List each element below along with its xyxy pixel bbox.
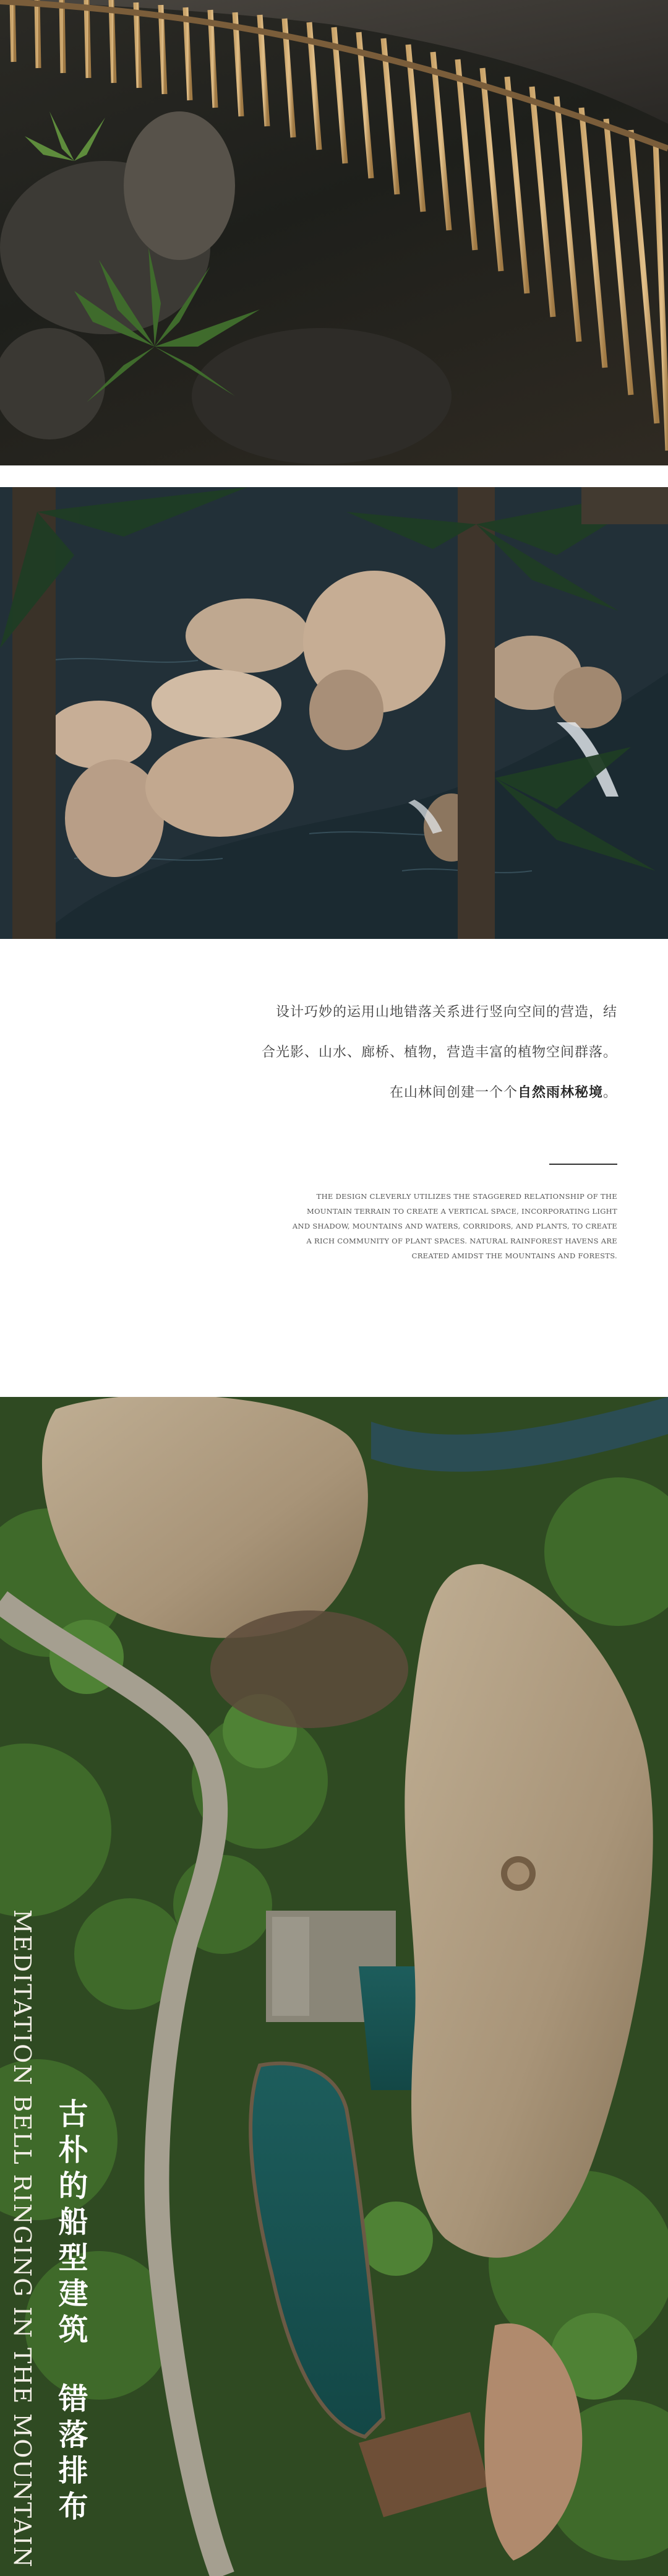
description-en-line-2: MOUNTAIN TERRAIN TO CREATE A VERTICAL SPACE, INCORPORATING LIGHT: [307, 1207, 617, 1216]
photo-railing-garden: [0, 0, 668, 465]
description-en-line-4: A RICH COMMUNITY OF PLANT SPACES. NATURAL RAINFOREST HAVENS ARE: [306, 1237, 617, 1245]
description-cn-line-3-prefix: 在山林间创建一个个: [389, 1085, 518, 1100]
description-cn-highlight: 自然雨林秘境: [517, 1084, 603, 1100]
photo-rock-stream: [0, 487, 668, 939]
aerial-illustration: [0, 1397, 668, 2576]
description-cn-line-3: [390, 1082, 617, 1101]
description-cn-line-3-suffix: 。: [602, 1085, 617, 1100]
description-cn-line-1: 设计巧妙的运用山地错落关系进行竖向空间的营造，结: [275, 1005, 617, 1020]
vertical-title-cn-1: 古朴的船型建筑: [53, 2098, 88, 2349]
vertical-title-cn-2: 错落排布: [53, 2383, 88, 2526]
description-en-line-1: THE DESIGN CLEVERLY UTILIZES THE STAGGERED RELATIONSHIP OF THE: [316, 1192, 617, 1201]
description-cn-line-2: 合光影、山水、廊桥、植物，营造丰富的植物空间群落。: [261, 1045, 617, 1060]
rock-stream-illustration: [0, 487, 668, 939]
vertical-title-en: MEDITATION BELL RINGING IN THE MOUNTAIN: [9, 1909, 36, 2569]
description-en-line-3: AND SHADOW, MOUNTAINS AND WATERS, CORRIDORS, AND PLANTS, TO CREATE: [292, 1222, 617, 1230]
railing-garden-illustration: [0, 0, 668, 465]
photo-aerial-boat-buildings: [0, 1397, 668, 2576]
divider: [549, 1164, 617, 1165]
description-en-line-5: CREATED AMIDST THE MOUNTAINS AND FORESTS.: [411, 1251, 617, 1260]
